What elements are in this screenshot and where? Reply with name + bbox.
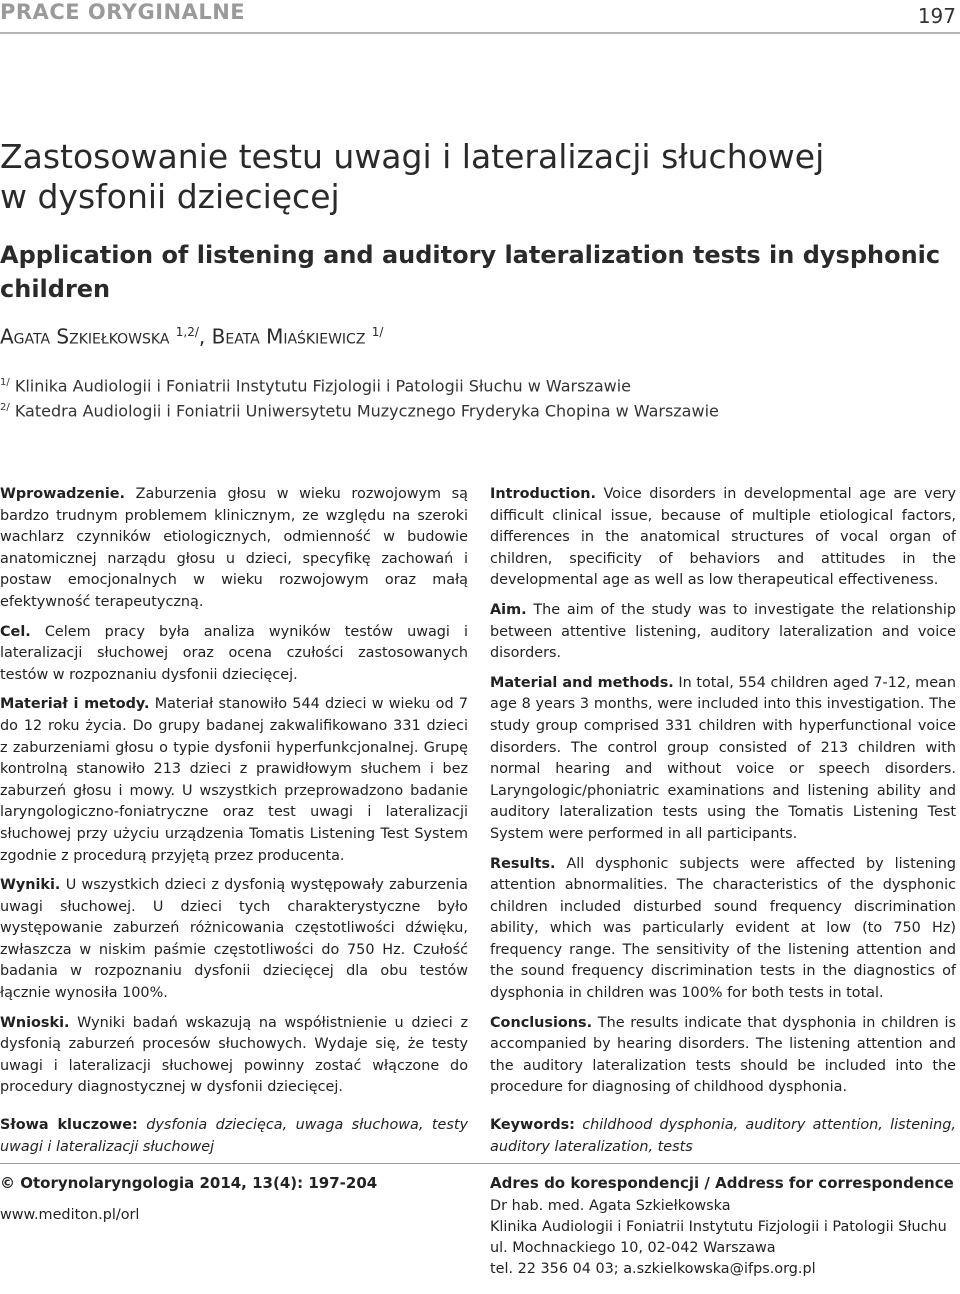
paragraph-text: Materiał stanowiło 544 dzieci w wieku od 7 do 12 roku życia. Do grupy badanej zakwalifikowano 331 dzieci z zaburzeniami głosu o typie dysfonii hyperfunkcjonalnej. Grupę kontrolną stanowiło 213 dzieci z prawidłowym słuchem i bez zaburzeń głosu i mowy. U wszystkich przeprowadzono badanie laryngologiczno-foniatryczne oraz test uwagi i lateralizacji słuchowej przy użyciu urządzenia Tomatis Listening Test System zgodnie z procedurą przyjętą przez producenta.: [0, 696, 468, 864]
correspondence-line: Klinika Audiologii i Foniatrii Instytutu Fizjologii i Patologii Słuchu: [490, 1219, 947, 1235]
abstract-paragraph: [490, 673, 956, 846]
paragraph-heading: Conclusions.: [490, 1014, 593, 1031]
abstract-paragraph: [0, 484, 468, 614]
paragraph-heading: Introduction.: [490, 486, 596, 502]
keywords-text: dysfonia dziecięca, uwaga słuchowa, testy uwagi i lateralizacji słuchowej: [0, 1117, 468, 1155]
keywords-text: childhood dysphonia, auditory attention, listening, auditory lateralization, tests: [490, 1117, 957, 1155]
paragraph-text: The results indicate that dysphonia in children is accompanied by hearing disorders. The listening attention and the auditory lateralization tests should be included into the procedure for diagnosing of childhood dysphonia.: [490, 1014, 957, 1096]
abstract-english: [490, 484, 956, 1166]
page-header: [0, 0, 960, 34]
page-number: 197: [917, 4, 956, 28]
author-list: [0, 317, 383, 352]
author-name: Beata Miaśkiewicz: [211, 324, 366, 349]
paragraph-heading: Wnioski.: [0, 1014, 70, 1031]
paragraph-heading: Wyniki.: [0, 877, 61, 894]
journal-url[interactable]: www.mediton.pl/orl: [0, 1206, 140, 1223]
keywords-label: Słowa kluczowe:: [0, 1117, 138, 1134]
header-rule: [0, 32, 960, 34]
affiliation-mark: 1/: [0, 377, 10, 388]
paragraph-text: Voice disorders in developmental age are very difficult clinical issue, because of multiple etiological factors, differences in the anatomical structures of vocal organ of children, specificity of behaviors and attitudes in the developmental age as well as low therapeutical effectiveness.: [490, 486, 956, 589]
affiliation-text: Klinika Audiologii i Foniatrii Instytutu Fizjologii i Patologii Słuchu w Warszawie: [14, 376, 631, 396]
title-line-1: Zastosowanie testu uwagi i lateralizacji słuchowej: [0, 137, 825, 176]
keywords-label: Keywords:: [490, 1117, 575, 1134]
paragraph-heading: Wprowadzenie.: [0, 486, 126, 502]
paragraph-heading: Materiał i metody.: [0, 696, 150, 713]
title-line-2: w dysfonii dziecięcej: [0, 177, 340, 216]
affiliation-2: [0, 395, 719, 424]
correspondence-heading: Adres do korespondencji / Address for correspondence: [490, 1174, 954, 1192]
paragraph-text: Celem pracy była analiza wyników testów uwagi i lateralizacji słuchowej oraz ocena czułości zastosowanych testów w rozpoznaniu dysfonii dziecięcej.: [0, 623, 469, 683]
footer-rule: [0, 1163, 960, 1164]
article-title-pl: [0, 137, 960, 217]
abstract-paragraph: [490, 1013, 956, 1099]
abstract-polish: [0, 484, 468, 1166]
article-title-en: Application of listening and auditory lateralization tests in dysphonic children: [0, 241, 941, 303]
correspondence-line[interactable]: tel. 22 356 04 03; a.szkielkowska@ifps.org.pl: [490, 1261, 816, 1277]
author-affiliation-mark: 1/: [371, 325, 384, 339]
abstract-paragraph: [0, 1013, 468, 1099]
paragraph-heading: Cel.: [0, 623, 31, 640]
author-name: Agata Szkiełkowska: [0, 324, 170, 349]
paragraph-text: U wszystkich dzieci z dysfonią występowały zaburzenia uwagi słuchowej. U dzieci tych charakterystyczne było występowanie zaburzeń różnicowania częstotliwości dźwięku, zwłaszcza w niskim paśmie częstotliwości do 750 Hz. Czułość badania w rozpoznaniu dysfonii dziecięcej dla obu testów łącznie wynosiła 100%.: [0, 877, 468, 1002]
affiliation-text: Katedra Audiologii i Foniatrii Uniwersytetu Muzycznego Fryderyka Chopina w Warszawie: [14, 401, 719, 421]
paragraph-text: Zaburzenia głosu w wieku rozwojowym są bardzo trudnym problemem klinicznym, ze względu na szeroki wachlarz czynników etiologicznych, odmienność w budowie anatomicznej narządu głosu u dzieci, specyfikę zachowań i postaw emocjonalnych w wieku rozwojowym oraz małą efektywność terapeutyczną.: [0, 486, 468, 610]
paragraph-text: Wyniki badań wskazują na współistnienie u dzieci z dysfonią zaburzeń procesów słuchowych. Wydaje się, że testy uwagi i lateralizacji słuchowej powinny zostać włączone do procedury diagnostycznej w dysfonii dziecięcej.: [0, 1014, 469, 1096]
paragraph-heading: Aim.: [490, 601, 527, 618]
paragraph-heading: Material and methods.: [490, 674, 674, 691]
correspondence: [490, 1173, 960, 1280]
abstract-paragraph: [0, 694, 468, 867]
paragraph-text: The aim of the study was to investigate the relationship between attentive listening, auditory lateralization and voice disorders.: [490, 601, 956, 662]
section-label: PRACE ORYGINALNE: [0, 0, 246, 24]
abstract-paragraph: [0, 622, 468, 687]
keywords-pl: [0, 1115, 468, 1158]
correspondence-line: Dr hab. med. Agata Szkiełkowska: [490, 1198, 731, 1214]
abstract-paragraph: [490, 484, 956, 592]
abstract-paragraph: [490, 600, 956, 665]
journal-citation: © Otorynolaryngologia 2014, 13(4): 197-204: [0, 1174, 378, 1192]
keywords-en: [490, 1115, 956, 1158]
author-affiliation-mark: 1,2/: [175, 325, 199, 339]
paragraph-heading: Results.: [490, 855, 556, 872]
abstract-paragraph: [490, 854, 956, 1005]
correspondence-line: ul. Mochnackiego 10, 02-042 Warszawa: [490, 1240, 776, 1256]
affiliation-mark: 2/: [0, 402, 10, 413]
abstract-paragraph: [0, 875, 468, 1005]
author-separator: ,: [198, 324, 212, 349]
paragraph-text: In total, 554 children aged 7-12, mean age 8 years 3 months, were included into this investigation. The study group comprised 331 children with hyperfunctional voice disorders. The control group consisted of 213 children with normal hearing and without voice or speech disorders. Laryngologic/phoniatric examinations and listening ability and auditory lateralization tests using the Tomatis Listening Test System were performed in all participants.: [490, 674, 956, 842]
journal-info: [0, 1173, 470, 1226]
paragraph-text: All dysphonic subjects were affected by listening attention abnormalities. The characteristics of the dysphonic children included disturbed sound frequency discrimination ability, which was particularly evident at low (to 750 Hz) frequency range. The sensitivity of the listening attention and the sound frequency discrimination tests in the diagnostics of dysphonia in children was 100% for both tests in total.: [490, 855, 956, 1002]
